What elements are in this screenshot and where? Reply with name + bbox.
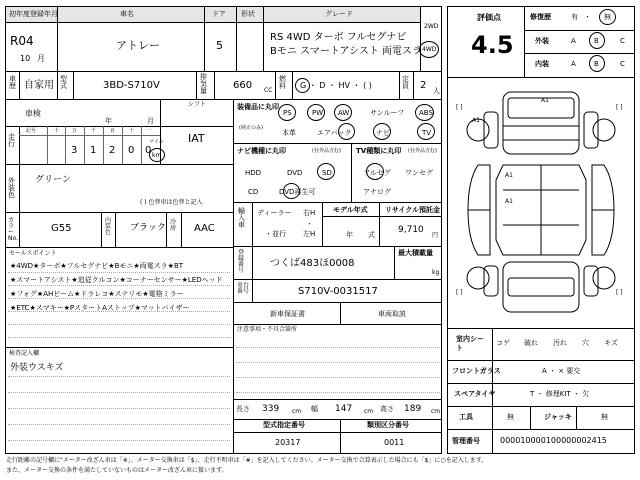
equip-pw: PW (312, 109, 324, 117)
navi-sd: SD (322, 169, 332, 177)
equip-navi: ナビ (376, 129, 390, 137)
navi-dvd: DVD (287, 169, 303, 177)
seat-item-5: キズ (604, 339, 618, 347)
drive-4wd: 4WD (422, 46, 437, 53)
equipment-label: 装備品に丸印 (237, 103, 279, 111)
bracket-1: [ ] (456, 104, 463, 111)
recycle-label: リサイクル預託金 (385, 206, 441, 214)
seats-unit: 人 (433, 87, 440, 95)
mileage-digit-5: 0 (145, 145, 152, 156)
ac-type: AAC (194, 223, 215, 234)
seat-label: 室内シート (456, 335, 484, 353)
navi-dvd-playback: DVD再生可 (279, 188, 316, 196)
displacement: 660 (233, 80, 253, 91)
grade-line-2: Bモニ スマートアシスト 両電スラ (270, 46, 423, 57)
exterior-color: グリーン (35, 175, 71, 185)
chassis-number: S710V-0031517 (298, 286, 378, 297)
score-value: 4.5 (471, 31, 514, 59)
max-load-kg: kg (432, 269, 440, 276)
shift-value: IAT (188, 132, 205, 145)
equip-aw: AW (338, 109, 350, 117)
score-label: 評価点 (477, 13, 501, 22)
seats: 2 (420, 80, 427, 91)
ac-label: 冷房 (170, 219, 177, 232)
history-label: 車歴 (9, 75, 16, 90)
navi-cd: CD (248, 188, 259, 196)
max-load-label: 最大積載量 (398, 249, 433, 257)
navi-note: (社外品含む) (312, 148, 341, 154)
exterior-grade-a: A (571, 37, 576, 45)
seat-item-1: コゲ (496, 339, 510, 347)
reg-year-label: 初年度登録年月 (9, 10, 58, 18)
footer-line-2: また、メーター交換の条件を満たしていないものはメーター改ざん車に扱います。 (6, 467, 228, 474)
unit-mile: マイル (149, 139, 164, 145)
spare-tire-value: T ・ 修理KIT ・ 欠 (530, 390, 590, 398)
unit-km: km (152, 152, 162, 159)
tools-value: 無 (507, 413, 514, 421)
type-no: 20317 (275, 438, 301, 447)
sales-line-2: ★スマートアシスト★追従クルコン★コーナーセンサー★LEDヘッド (10, 276, 223, 284)
recycle-amount: 9,710 (398, 225, 424, 235)
door-label: ドア (212, 10, 226, 18)
equip-abs: ABS (419, 109, 433, 117)
equip-leather: 本革 (282, 129, 296, 137)
fuel-options: G ・ D ・ HV ・ ( ) (300, 81, 372, 90)
import-left: 左H (303, 230, 316, 238)
mileage-unit-1: 十 (54, 128, 60, 134)
mileage-unit-4: 百 (110, 128, 116, 134)
model-year-label: モデル年式 (333, 206, 368, 214)
interior-grade-b: B (594, 60, 599, 68)
height-cm: cm (431, 408, 441, 415)
mark-2: A1 (505, 172, 513, 179)
exterior-note: ( ) 色替車は色替と記入 (140, 199, 203, 206)
width: 147 (335, 404, 353, 414)
car-name: アトレー (116, 39, 160, 52)
displacement-label: 排気量 (200, 73, 207, 95)
fuel-label: 燃料 (279, 75, 286, 90)
month-unit: 月 (37, 54, 45, 63)
tv-analog: アナログ (363, 188, 391, 196)
type-no-label: 型式指定番号 (263, 421, 305, 429)
mileage-digit-4: 0 (128, 145, 135, 156)
bracket-3: [ ] (456, 289, 463, 296)
glass-label: フロントガラス (452, 367, 501, 375)
mileage-unit-5: 十 (129, 128, 135, 134)
import-parallel: ・並行 (265, 230, 286, 238)
chassis-label: 車台番号 (237, 282, 250, 295)
inspection-year: 年 (105, 117, 112, 125)
import-right: 右H (303, 209, 316, 217)
equip-ps: PS (283, 109, 292, 117)
repair-yes: 有 (571, 13, 578, 21)
glass-value: A ・ × 要交 (542, 367, 581, 375)
fuel-circle (295, 78, 310, 93)
sales-line-3: ★フォグ★AHビーム★ドラレコ★ステリモ★電格ミラー (10, 290, 184, 298)
car-name-label: 車名 (120, 10, 134, 18)
equip-sunroof: サンルーフ (370, 109, 405, 117)
mgmt-label: 管理番号 (452, 437, 480, 445)
interior-color: ブラック (130, 223, 166, 233)
seat-item-3: 汚れ (553, 339, 567, 347)
registration-label: 登録番号 (238, 249, 245, 274)
mileage-digit-1: 3 (71, 145, 78, 156)
bracket-4: [ ] (616, 289, 623, 296)
height: 189 (404, 404, 422, 414)
mgmt-number: 000010000100000002415 (500, 436, 607, 445)
model-year-unit: 年 (346, 231, 353, 239)
equip-airbag: エアバック (317, 129, 352, 137)
equip-tv: TV (422, 129, 432, 137)
interior-grade-c: C (620, 60, 625, 68)
inspection-month: 月 (147, 117, 154, 125)
inspector-label: 検査記入欄 (9, 350, 40, 357)
mileage-unit-6: 一 (146, 128, 152, 134)
reg-month: 10 (20, 54, 31, 63)
spare-tire-label: スペアタイヤ (454, 390, 496, 398)
mark-4: A1 (472, 117, 480, 124)
drive-4wd-circle (419, 41, 439, 58)
seats-label: 定員 (402, 75, 409, 90)
sales-line-1: ★4WD★ターボ★フルセグナビ★Bモニ★両電スラ★BT (10, 262, 184, 270)
exterior-grade-c: C (620, 37, 625, 45)
mileage-unit-3: 千 (91, 128, 97, 134)
tools-label: 工具 (459, 413, 473, 421)
inspector-note: 外装ウスキズ (10, 363, 64, 373)
owner-manual: 車両取説 (378, 310, 406, 318)
navi-label: ナビ機種に丸印 (237, 147, 286, 155)
sales-points-label: セールスポイント (9, 250, 57, 257)
notes-label: 注意事項・不具合箇所 (237, 326, 298, 333)
grade-label: グレード (325, 10, 353, 18)
door-count: 5 (216, 39, 223, 52)
repair-label: 修復歴 (530, 13, 551, 21)
grade-line-1: RS 4WD ターボ フルセグナビ (270, 32, 407, 43)
jack-value: 無 (601, 413, 608, 421)
mileage-digit-2: 1 (90, 145, 97, 156)
width-cm: cm (364, 408, 374, 415)
height-label: 高さ (380, 405, 394, 413)
tv-label: TV種類に丸印 (356, 147, 402, 155)
equipment-sub: (純正のみ) (239, 125, 263, 131)
color-no: G55 (51, 223, 72, 234)
model-code: 3BD-S710V (103, 80, 160, 91)
cc-unit: CC (264, 87, 273, 94)
auction-sheet: 初年度登録年月 車名 ドア 形状 グレード R04 10 月 アトレー 5 RS 4WD ターボ フルセグナビ Bモニ スマートアシスト 両電スラ 2WD 4WD 車歴 自家用 型式 3BD-S710V 排気量 660 CC 燃料 G ・ D ・ HV ・ ( ) 定員 2 人 車検 年 月 シフト IAT 走行 記号 十 万 千 百 十 一 3 1 2 0 0 マイル km 装備品に丸印 (純正のみ) PS PW AW サンルーフ ABS 本革 エアバック ナビ TV ナビ機種に丸印 (社外品含む) HDD DVD SD CD DVD再生可 TV種類に丸印 (社外品含む) フルセグ ワンセグ アナログ 外装色 グリーン ( ) 色替車は色替と記入 カラーNo. G55 内装色 ブラック 冷房 AAC 輸入車 ディーラー ・並行 右H ・ 左H モデル年式 年 式 リサイクル預託金 9,710 円 登録番号 つくば483ほ0008 最大積載量 kg 車台番号 S710V-0031517 新車保証書 車両取説 セールスポイント ★4WD★ターボ★フルセグナビ★Bモニ★両電スラ★BT ★スマートアシスト★追従クルコン★コーナーセンサー★LEDヘッド ★フォグ★AHビーム★ドラレコ★ステリモ★電格ミラー ★ETC★スマキー★PスタートAストップ★マットバイザー 検査記入欄 外装ウスキズ 注意事項・不具合箇所 長さ 339 cm 幅 147 cm 高さ 189 cm 型式指定番号 類別区分番号 20317 0011 評価点 4.5 修復歴 有 ・ 無 外装 A B C 内装 A B C A1 A1 A1 A1 [ ] [ ] [ ] [ ] 室内シート コゲ 破れ 汚れ 穴 キズ フロントガラス A ・ × 要交 スペアタイヤ T ・ 修理KIT ・ 欠 工具 無 ジャッキ 無 管理番号 000010000100000002415 走行距離の記号欄に"メーター改ざん車は「※」、メーター交換車は「$」、走行不明車は「#」を記入してください。メーター交換で合算表示した場合にも「$」に○を記入します。 また、メーター交換の条件を満たしていないものはメーター改ざん車に扱います。 (0, 0, 640, 480)
reg-year: R04 (10, 34, 34, 48)
jack-label: ジャッキ (544, 413, 572, 421)
class-no-label: 類別区分番号 (367, 421, 409, 429)
tv-fullseg: フルセグ (363, 169, 391, 177)
tv-note: (社外品含む) (408, 148, 437, 154)
inspection-label: 車検 (25, 109, 41, 118)
model-year-suffix: 式 (368, 231, 375, 239)
seat-item-2: 破れ (524, 339, 538, 347)
import-label: 輸入車 (238, 207, 245, 229)
exterior-grade-b: B (594, 37, 599, 45)
mileage-label: 走行 (8, 133, 15, 148)
warranty-cert: 新車保証書 (270, 310, 305, 318)
class-no: 0011 (384, 438, 405, 447)
color-no-label: カラーNo. (8, 217, 18, 242)
navi-hdd: HDD (245, 169, 262, 177)
sales-line-4: ★ETC★スマキー★PスタートAストップ★マットバイザー (10, 304, 190, 312)
interior-grade-label: 内装 (535, 60, 549, 68)
mileage-digit-3: 2 (109, 145, 116, 156)
mileage-unit-2: 万 (72, 128, 78, 134)
repair-no: 無 (604, 13, 611, 21)
import-dealer: ディーラー (257, 209, 292, 217)
km-circle (149, 148, 165, 162)
exterior-grade-label: 外装 (535, 37, 549, 45)
shift-label: シフト (188, 101, 207, 108)
tv-oneseg: ワンセグ (405, 169, 433, 177)
length: 339 (262, 404, 280, 414)
registration-number: つくば483ほ0008 (270, 258, 355, 269)
interior-color-label: 内装色 (105, 217, 112, 236)
shape-label: 形状 (241, 10, 255, 18)
mark-1: A1 (541, 97, 549, 104)
footer-line-1: 走行距離の記号欄に"メーター改ざん車は「※」、メーター交換車は「$」、走行不明車は「#」を記入してください。メーター交換で合算表示した場合にも「$」に○を記入します。 (6, 457, 488, 464)
usage-type: 自家用 (24, 80, 54, 91)
recycle-yen: 円 (432, 232, 439, 239)
seat-item-4: 穴 (582, 339, 589, 347)
length-cm: cm (292, 408, 302, 415)
width-label: 幅 (311, 405, 318, 413)
mark-3: A1 (505, 198, 513, 205)
interior-grade-a: A (571, 60, 576, 68)
length-label: 長さ (236, 405, 250, 413)
exterior-label: 外装色 (8, 177, 15, 199)
model-label: 型式 (60, 75, 67, 90)
import-dot: ・ (306, 220, 313, 228)
bracket-2: [ ] (616, 104, 623, 111)
drive-2wd: 2WD (424, 23, 439, 30)
